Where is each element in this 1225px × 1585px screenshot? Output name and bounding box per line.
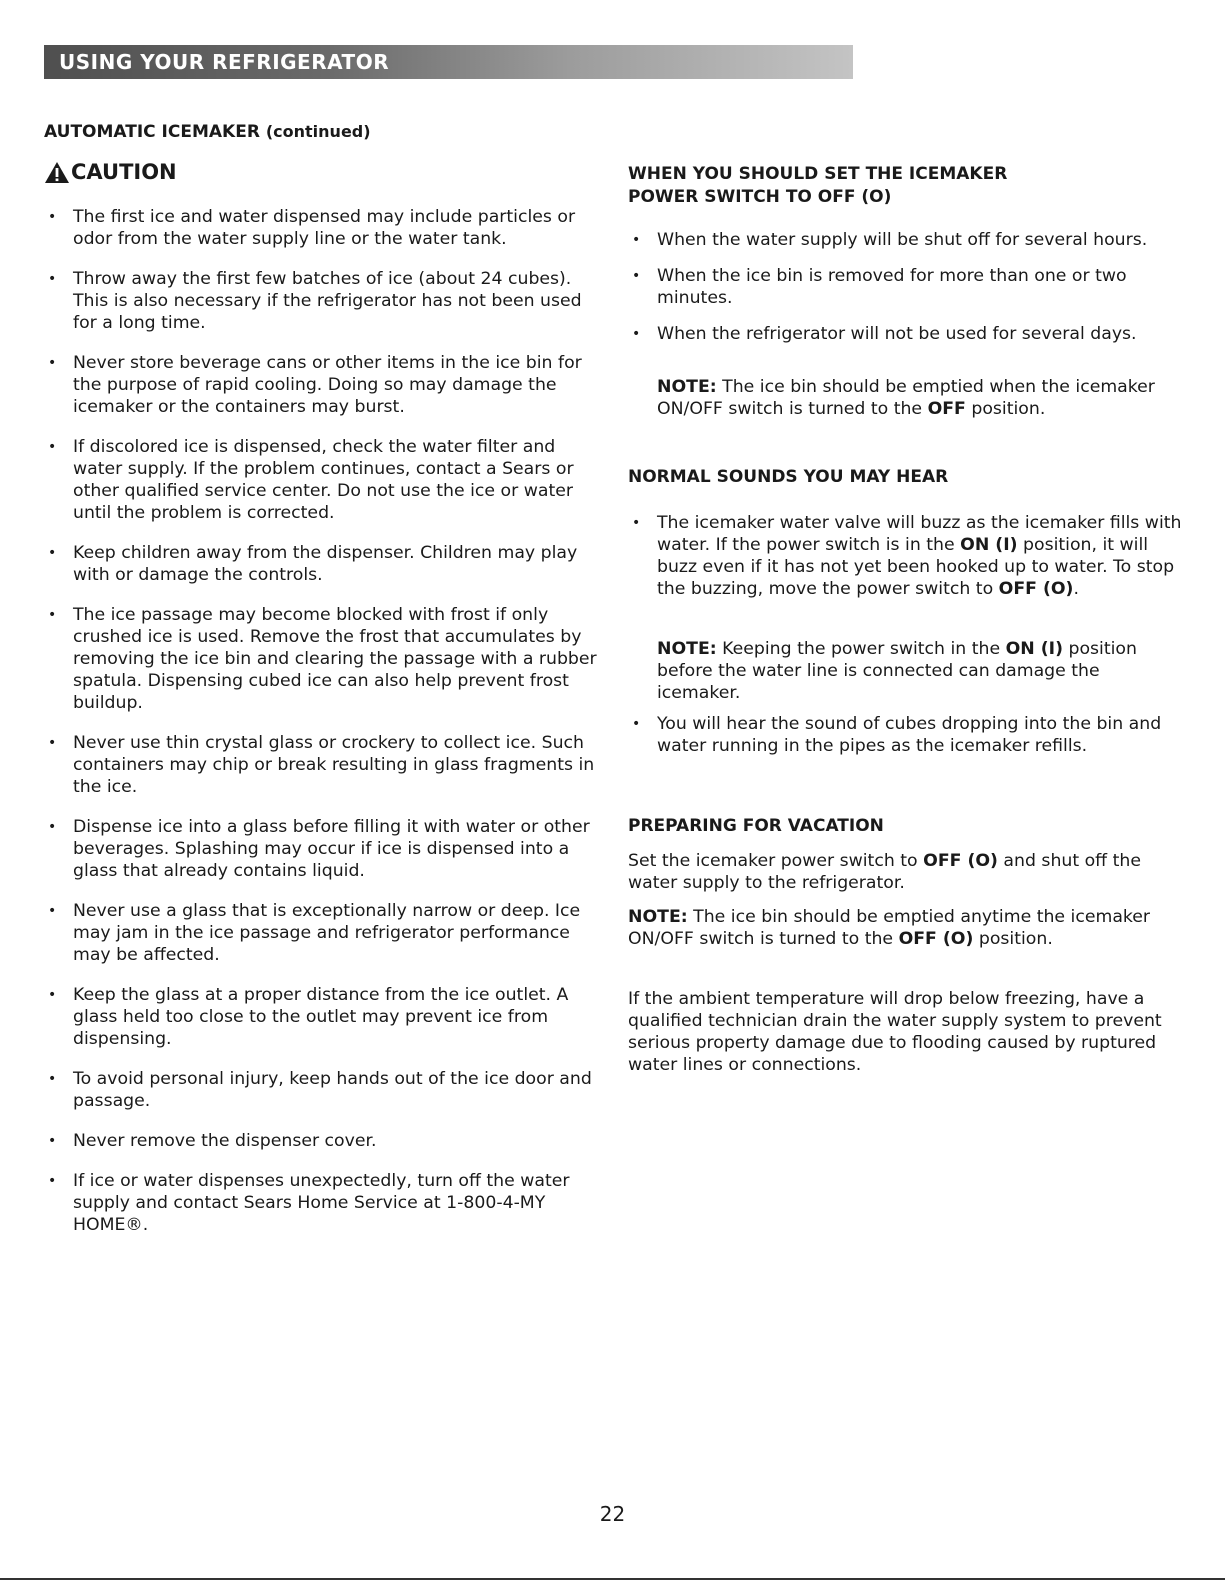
list-item: • The ice passage may become blocked with frost if only crushed ice is used. Remove the frost that accumulates by removing the ice bin and clearing the passage with a rubber spatula. Dispensing cubed ice can also help prevent frost buildup. [44,604,604,714]
sound-text: position, it will buzz even if it has not yet been hooked up to water. To stop the buzzing, move the power switch to [657,535,1175,599]
vacation-heading: PREPARING FOR VACATION [628,816,884,836]
caution-label: CAUTION [71,160,177,184]
power-off-heading-line2: POWER SWITCH TO OFF (O) [628,187,892,207]
list-item: • Keep the glass at a proper distance from the ice outlet. A glass held too close to the outlet may prevent ice from dispensing. [44,984,604,1050]
list-item: • Never use thin crystal glass or crockery to collect ice. Such containers may chip or break resulting in glass fragments in the ice. [44,732,604,798]
note-bold: OFF (O) [898,929,974,949]
vacation-note [628,906,1168,950]
bottom-divider [0,1578,1225,1580]
section-title-continued: (continued) [265,122,371,141]
list-item: • Never remove the dispenser cover. [44,1130,604,1152]
section-title [44,122,371,142]
note-label: NOTE: [657,639,717,659]
note-bold: ON (I) [1005,639,1064,659]
vacation-off-label: OFF (O) [923,851,998,871]
power-off-list [628,229,1183,345]
warning-triangle-icon [44,161,70,184]
note-bold: OFF [927,399,966,419]
list-item [628,512,1183,600]
note-label: NOTE: [657,377,717,397]
sounds-note [657,638,1187,704]
list-item: • Never use a glass that is exceptionally narrow or deep. Ice may jam in the ice passage and refrigerator performance may be affected. [44,900,604,966]
note-text: position. [973,929,1053,949]
power-off-note [657,376,1187,420]
page-number: 22 [599,1502,626,1526]
note-text: The ice bin should be emptied when the icemaker ON/OFF switch is turned to the [657,377,1155,419]
list-item: • Never store beverage cans or other items in the ice bin for the purpose of rapid cooling. Doing so may damage the icemaker or the containers may burst. [44,352,604,418]
sounds-list-2 [628,713,1183,757]
vacation-text: Set the icemaker power switch to [628,851,924,871]
caution-list [44,206,604,1254]
power-off-heading-line1: WHEN YOU SHOULD SET THE ICEMAKER [628,164,1008,184]
power-off-heading [628,163,1007,209]
caution-heading [44,160,177,184]
list-item: • To avoid personal injury, keep hands out of the ice door and passage. [44,1068,604,1112]
list-item: • When the refrigerator will not be used for several days. [628,323,1183,345]
vacation-paragraph [628,850,1168,894]
vacation-freezing-paragraph: If the ambient temperature will drop below freezing, have a qualified technician drain the water supply system to prevent serious property damage due to flooding caused by ruptured water lines or connections. [628,989,1162,1075]
sound-on-label: ON (I) [960,535,1018,555]
note-end: position. [965,399,1046,419]
list-item: • You will hear the sound of cubes dropping into the bin and water running in the pipes as the icemaker refills. [628,713,1183,757]
note-text: Keeping the power switch in the [716,639,1006,659]
list-item: • When the water supply will be shut off for several hours. [628,229,1183,251]
sound-text: The icemaker water valve will buzz as the icemaker fills with water. If the power switch is in the [657,513,1182,555]
sound-off-label: OFF (O) [998,579,1074,599]
note-text: position before the water line is connected can damage the icemaker. [657,639,1137,703]
banner-title: USING YOUR REFRIGERATOR [59,50,390,74]
section-title-main: AUTOMATIC ICEMAKER [44,122,260,142]
list-item: • Dispense ice into a glass before filling it with water or other beverages. Splashing may occur if ice is dispensed into a glass that already contains liquid. [44,816,604,882]
vacation-text: and shut off the water supply to the refrigerator. [628,851,1141,893]
sounds-heading: NORMAL SOUNDS YOU MAY HEAR [628,467,949,487]
note-text: The ice bin should be emptied anytime the icemaker ON/OFF switch is turned to the [628,907,1151,949]
sound-text: . [1073,579,1079,599]
list-item: • If ice or water dispenses unexpectedly, turn off the water supply and contact Sears Home Service at 1-800-4-MY HOME®. [44,1170,604,1236]
section-banner [44,45,853,79]
list-item: • Keep children away from the dispenser. Children may play with or damage the controls. [44,542,604,586]
list-item: • When the ice bin is removed for more than one or two minutes. [628,265,1183,309]
list-item: • Throw away the first few batches of ice (about 24 cubes). This is also necessary if the refrigerator has not been used for a long time. [44,268,604,334]
sounds-list [628,512,1183,604]
note-label: NOTE: [628,907,688,927]
list-item: • If discolored ice is dispensed, check the water filter and water supply. If the problem continues, contact a Sears or other qualified service center. Do not use the ice or water until the problem is corrected. [44,436,604,524]
list-item: • The first ice and water dispensed may include particles or odor from the water supply line or the water tank. [44,206,604,250]
